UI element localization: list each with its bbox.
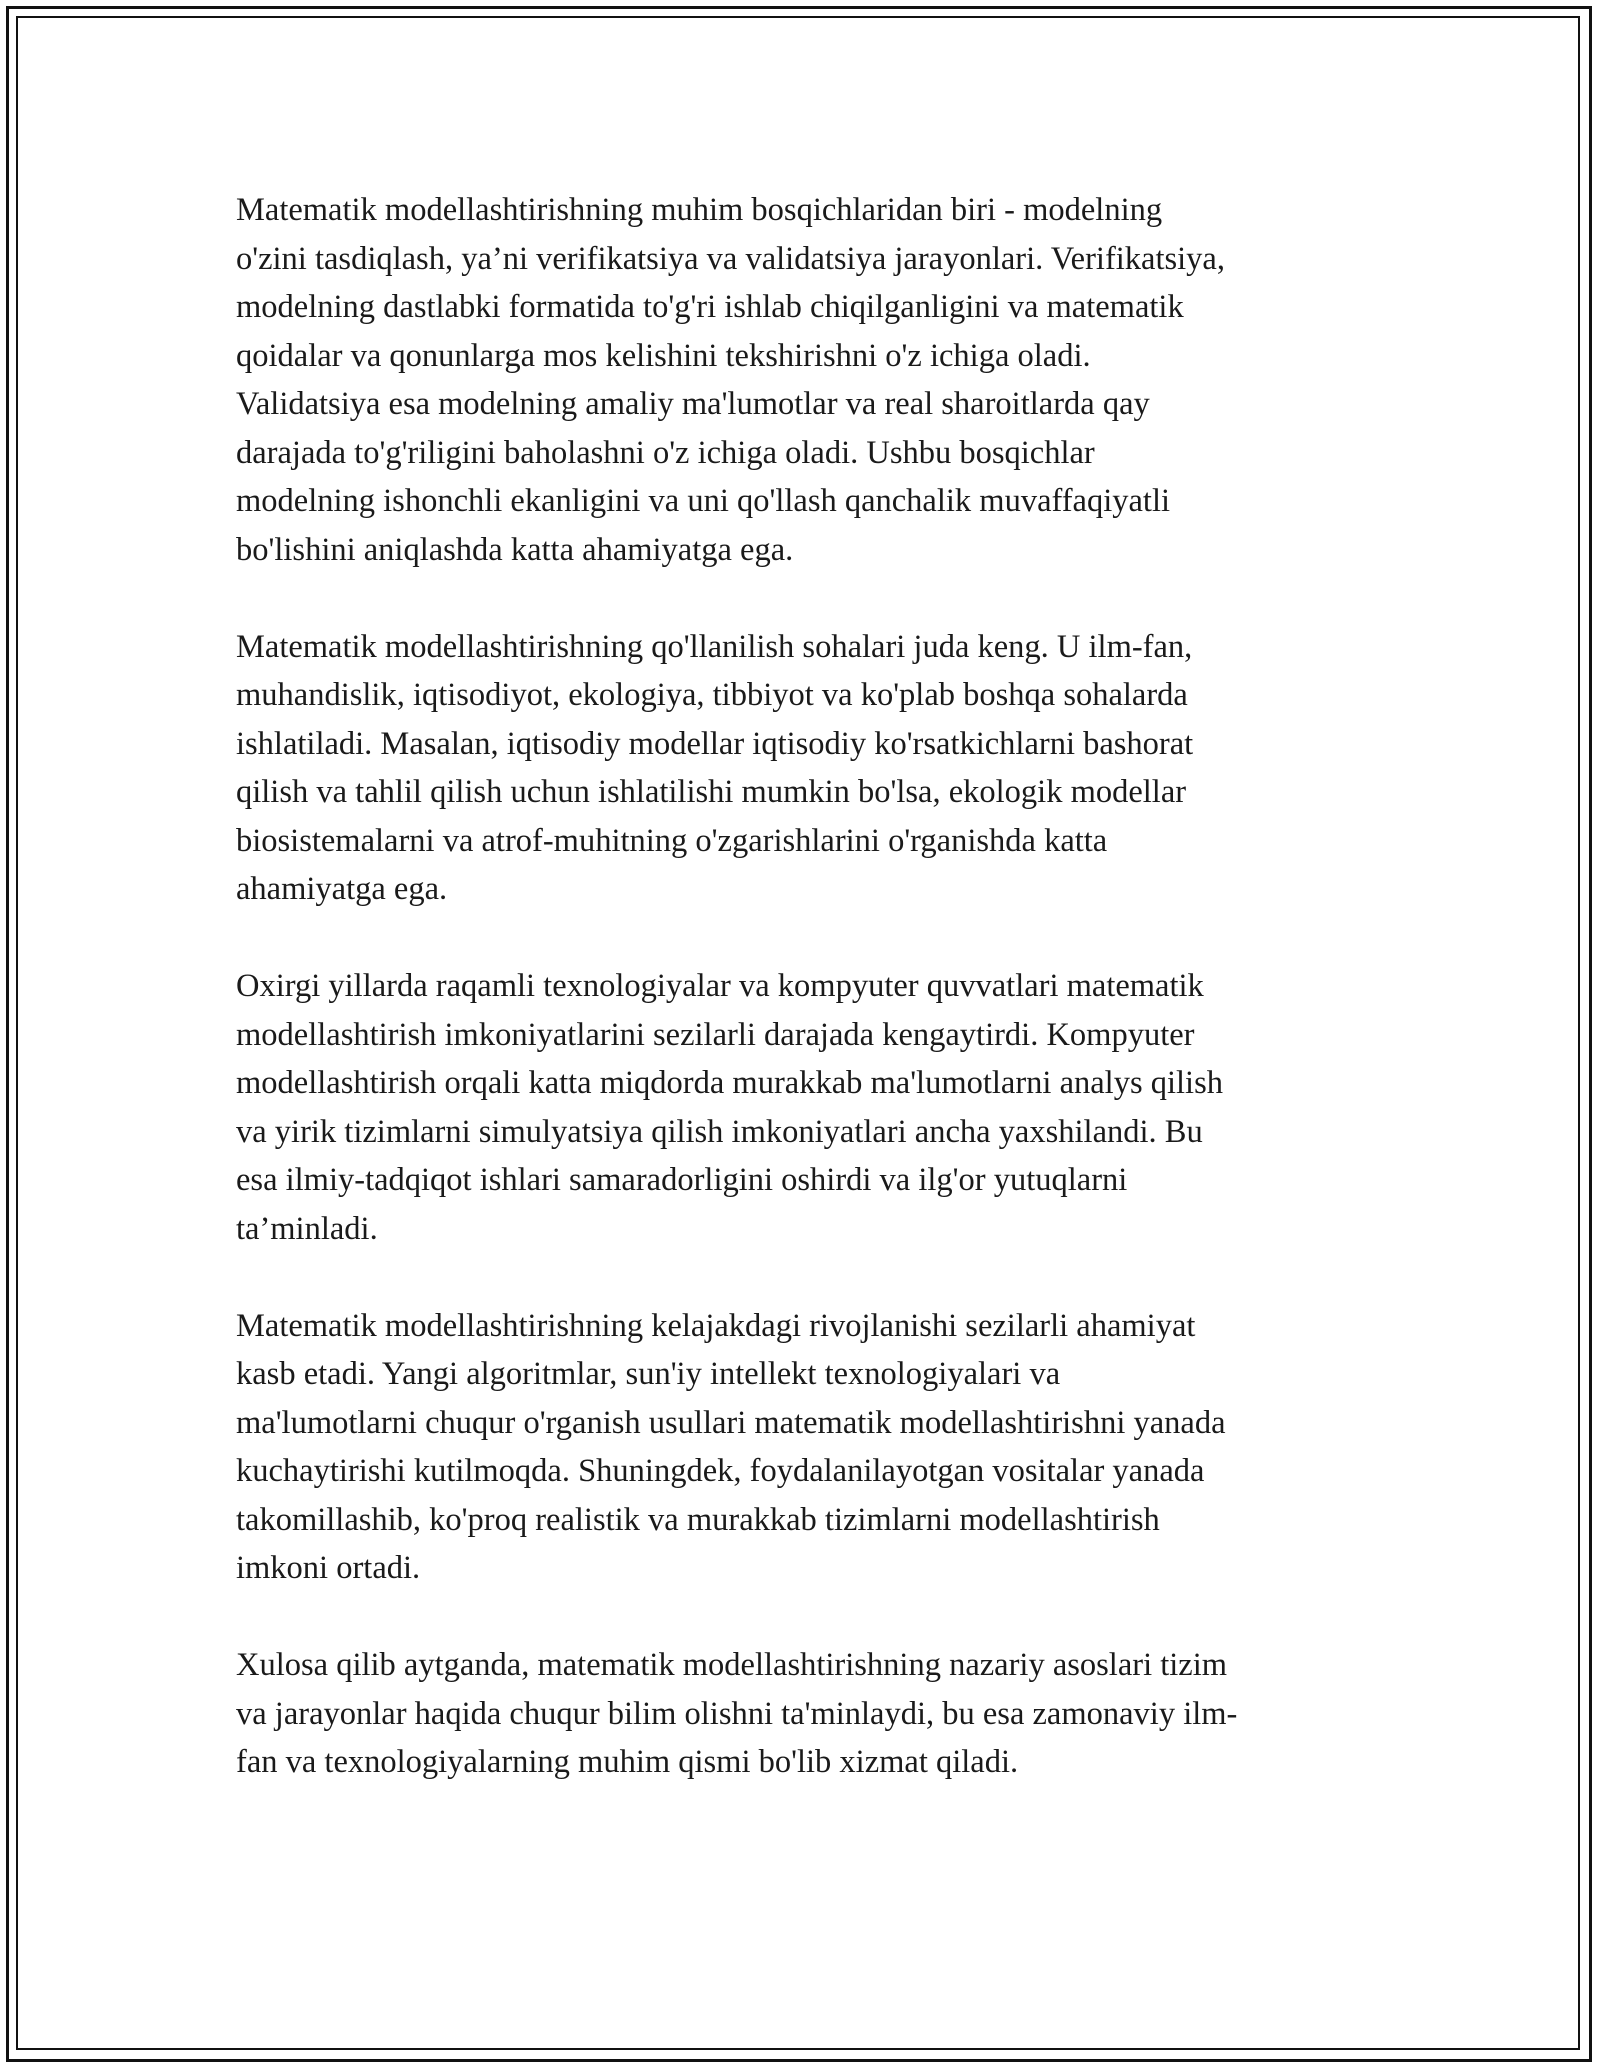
text-line: takomillashib, ko'proq realistik va murakkab tizimlarni modellashtirish [236,1501,1160,1538]
text-line: imkoni ortadi. [236,1550,421,1586]
text-line: darajada to'g'riligini baholashni o'z ichiga oladi. Ushbu bosqichlar [236,434,1095,471]
text-line: Oxirgi yillarda raqamli texnologiyalar va kompyuter quvvatlari matematik [236,968,1204,1004]
text-line: kasb etadi. Yangi algoritmlar, sun'iy intellekt texnologiyalari va [236,1356,1061,1392]
paragraph-verification [236,186,1372,574]
paragraph-future [236,1302,1372,1593]
text-line: modelning dastlabki formatida to'g'ri ishlab chiqilganligini va matematik [236,289,1184,325]
text-line: Validatsiya esa modelning amaliy ma'lumotlar va real sharoitlarda qay [236,386,1150,422]
text-line: va yirik tizimlarni simulyatsiya qilish imkoniyatlari ancha yaxshilandi. Bu [236,1113,1203,1150]
paragraph-applications [236,623,1372,914]
text-line: modellashtirish imkoniyatlarini sezilarli darajada kengaytirdi. Kompyuter [236,1016,1195,1053]
text-line: modellashtirish orqali katta miqdorda murakkab ma'lumotlarni analys qilish [236,1065,1223,1101]
paragraph-conclusion [236,1641,1372,1787]
text-line: bo'lishini aniqlashda katta ahamiyatga ega. [236,531,794,568]
text-line: ishlatiladi. Masalan, iqtisodiy modellar iqtisodiy ko'rsatkichlarni bashorat [236,725,1194,762]
text-line: o'zini tasdiqlash, ya’ni verifikatsiya va validatsiya jarayonlari. Verifikatsiya, [236,240,1225,277]
paragraph-technologies [236,962,1372,1253]
document-body [236,186,1372,1835]
text-line: Matematik modellashtirishning kelajakdagi rivojlanishi sezilarli ahamiyat [236,1307,1196,1344]
text-line: fan va texnologiyalarning muhim qismi bo'lib xizmat qiladi. [236,1744,1019,1780]
text-line: biosistemalarni va atrof-muhitning o'zgarishlarini o'rganishda katta [236,822,1108,859]
text-line: esa ilmiy-tadqiqot ishlari samaradorligini oshirdi va ilg'or yutuqlarni [236,1162,1128,1198]
text-line: Matematik modellashtirishning qo'llanilish sohalari juda keng. U ilm-fan, [236,628,1193,665]
text-line: Matematik modellashtirishning muhim bosqichlaridan biri - modelning [236,192,1163,228]
text-line: qoidalar va qonunlarga mos kelishini tekshirishni o'z ichiga oladi. [236,337,1091,374]
text-line: kuchaytirishi kutilmoqda. Shuningdek, foydalanilayotgan vositalar yanada [236,1453,1205,1489]
text-line: qilish va tahlil qilish uchun ishlatilishi mumkin bo'lsa, ekologik modellar [236,774,1187,810]
text-line: ma'lumotlarni chuqur o'rganish usullari matematik modellashtirishni yanada [236,1404,1226,1441]
text-line: ahamiyatga ega. [236,871,448,907]
text-line: Xulosa qilib aytganda, matematik modellashtirishning nazariy asoslari tizim [236,1647,1228,1683]
text-line: modelning ishonchli ekanligini va uni qo'llash qanchalik muvaffaqiyatli [236,483,1171,519]
text-line: muhandislik, iqtisodiyot, ekologiya, tibbiyot va ko'plab boshqa sohalarda [236,677,1188,713]
text-line: va jarayonlar haqida chuqur bilim olishni ta'minlaydi, bu esa zamonaviy ilm- [236,1695,1238,1732]
text-line: ta’minladi. [236,1210,378,1247]
